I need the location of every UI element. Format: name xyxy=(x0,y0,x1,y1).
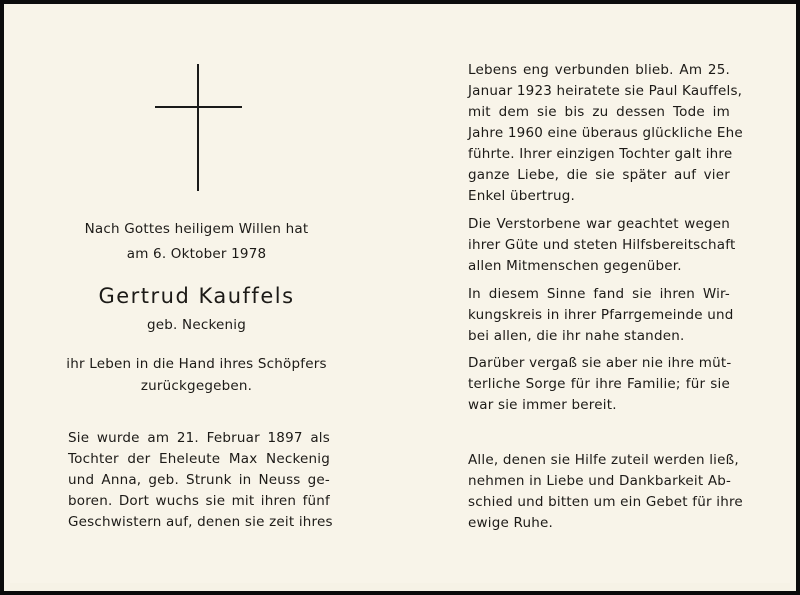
p1-line: Jahre 1960 eine überaus glückliche Ehe xyxy=(468,125,743,141)
p1-line: führte. Ihrer einzigen Tochter galt ihre xyxy=(468,146,733,162)
p5-line: ewige Ruhe. xyxy=(468,515,553,531)
intro-text xyxy=(64,218,329,265)
bio-line: und Anna, geb. Strunk in Neuss ge- xyxy=(68,472,330,488)
p1-line: Lebens eng verbunden blieb. Am 25. xyxy=(468,62,730,78)
bio-line: Sie wurde am 21. Februar 1897 als xyxy=(68,430,330,446)
given-line-1: ihr Leben in die Hand ihres Schöpfers xyxy=(66,356,327,372)
p1-line: ganze Liebe, die sie später auf vier xyxy=(468,167,730,183)
p4-line: Darüber vergaß sie aber nie ihre müt- xyxy=(468,355,732,371)
given-text xyxy=(64,353,329,397)
p1-line: Enkel übertrug. xyxy=(468,188,576,204)
p4-line: war sie immer bereit. xyxy=(468,397,617,413)
cross-icon xyxy=(197,64,199,191)
p2-line: allen Mitmenschen gegenüber. xyxy=(468,258,682,274)
maiden-name: geb. Neckenig xyxy=(147,317,246,333)
p5-line: Alle, denen sie Hilfe zuteil werden ließ, xyxy=(468,452,739,468)
p5-line: schied und bitten um ein Gebet für ihre xyxy=(468,494,743,510)
paragraph-5 xyxy=(468,450,743,534)
bio-line: Geschwistern auf, denen sie zeit ihres xyxy=(68,514,333,530)
intro-line-1: Nach Gottes heiligem Willen hat xyxy=(84,221,309,237)
deceased-name: Gertrud Kauffels xyxy=(98,284,295,308)
intro-line-2: am 6. Oktober 1978 xyxy=(126,246,267,262)
paragraph-2 xyxy=(468,214,736,277)
p1-line: Januar 1923 heiratete sie Paul Kauffels, xyxy=(468,83,743,99)
p2-line: Die Verstorbene war geachtet wegen xyxy=(468,216,730,232)
paragraph-4 xyxy=(468,353,730,416)
bio-line: Tochter der Eheleute Max Neckenig xyxy=(68,451,330,467)
p5-line: nehmen in Liebe und Dankbarkeit Ab- xyxy=(468,473,732,489)
paragraph-1 xyxy=(468,60,743,207)
bio-paragraph xyxy=(68,428,333,533)
paragraph-3 xyxy=(468,284,734,347)
p3-line: kungskreis in ihrer Pfarrgemeinde und xyxy=(468,307,734,323)
given-line-2: zurückgegeben. xyxy=(140,378,253,394)
bio-line: boren. Dort wuchs sie mit ihren fünf xyxy=(68,493,330,509)
p1-line: mit dem sie bis zu dessen Tode im xyxy=(468,104,730,120)
p3-line: In diesem Sinne fand sie ihren Wir- xyxy=(468,286,730,302)
p4-line: terliche Sorge für ihre Familie; für sie xyxy=(468,376,730,392)
cross-icon-bar xyxy=(155,106,242,108)
p3-line: bei allen, die ihr nahe standen. xyxy=(468,328,685,344)
p2-line: ihrer Güte und steten Hilfsbereitschaft xyxy=(468,237,736,253)
